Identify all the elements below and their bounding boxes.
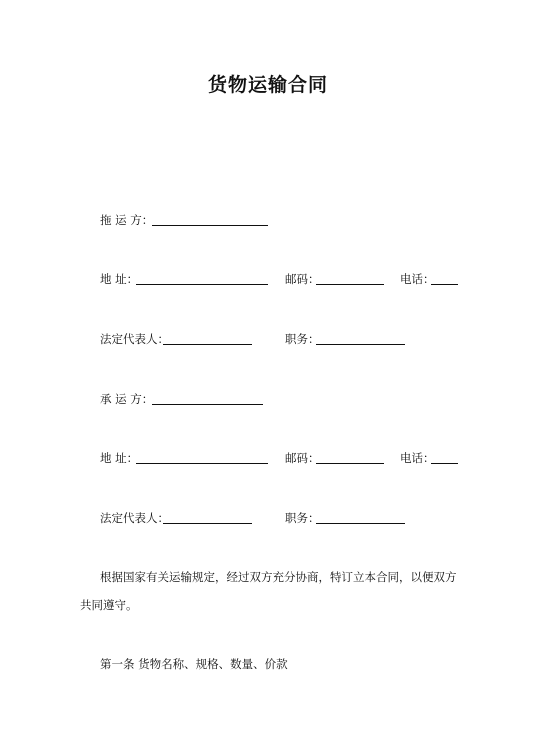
shipper-postcode-field[interactable]: [316, 284, 384, 285]
carrier-position-label: 职务：: [285, 511, 320, 525]
shipper-phone-label: 电话：: [400, 272, 435, 286]
shipper-phone-field[interactable]: [431, 284, 458, 285]
preamble-paragraph: 根据国家有关运输规定，经过双方充分协商，特订立本合同，以便双方共同遵守。: [80, 570, 457, 612]
document-title: 货物运输合同: [207, 74, 328, 96]
shipper-address-row: [0, 271, 536, 291]
carrier-legal-rep-field[interactable]: [163, 523, 252, 524]
shipper-position-label: 职务：: [285, 332, 320, 346]
shipper-party-label: 拖 运 方：: [100, 213, 154, 227]
carrier-party-field[interactable]: [152, 404, 263, 405]
carrier-phone-field[interactable]: [431, 463, 458, 464]
carrier-address-field[interactable]: [136, 463, 268, 464]
carrier-phone-label: 电话：: [400, 451, 435, 465]
carrier-postcode-field[interactable]: [316, 463, 384, 464]
shipper-party-row: [0, 212, 536, 232]
carrier-postcode-label: 邮码：: [285, 451, 320, 465]
shipper-legal-rep-row: [0, 331, 536, 351]
carrier-address-label: 地 址：: [100, 451, 139, 465]
shipper-address-field[interactable]: [136, 284, 268, 285]
carrier-position-field[interactable]: [316, 523, 405, 524]
shipper-legal-rep-field[interactable]: [163, 344, 252, 345]
shipper-legal-rep-label: 法定代表人：: [100, 332, 169, 346]
carrier-party-label: 承 运 方：: [100, 392, 154, 406]
shipper-position-field[interactable]: [316, 344, 405, 345]
carrier-legal-rep-row: [0, 510, 536, 530]
carrier-party-row: [0, 391, 536, 411]
clause-1-heading: 第一条 货物名称、规格、数量、价款: [100, 657, 288, 671]
shipper-party-field[interactable]: [152, 225, 268, 226]
shipper-address-label: 地 址：: [100, 272, 139, 286]
carrier-legal-rep-label: 法定代表人：: [100, 511, 169, 525]
carrier-address-row: [0, 450, 536, 470]
shipper-postcode-label: 邮码：: [285, 272, 320, 286]
